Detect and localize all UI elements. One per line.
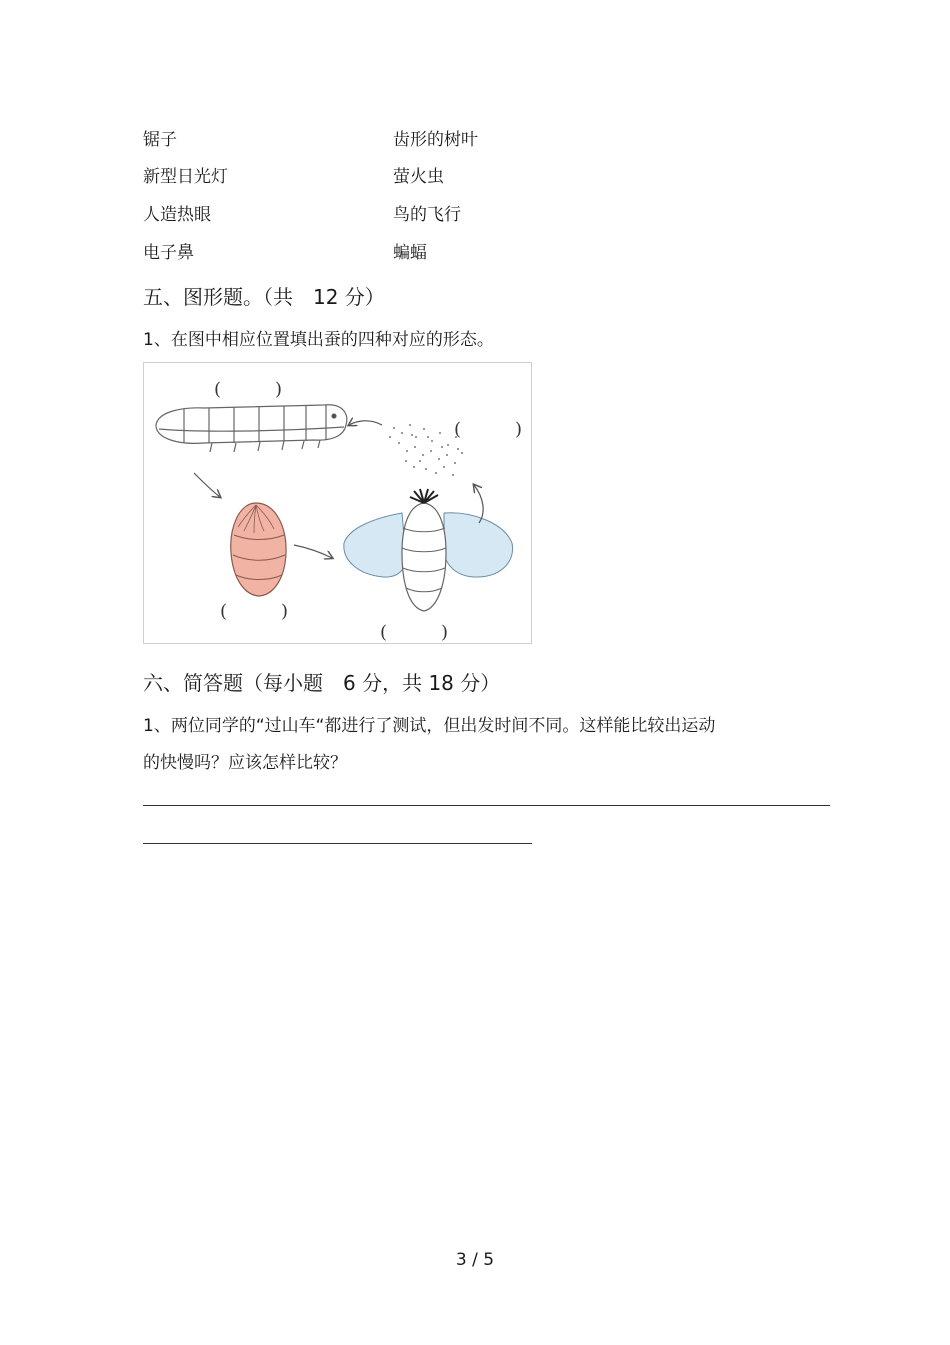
pair-right-3: 鸟的飞行 xyxy=(393,205,461,225)
blank-moth[interactable]: ( ) xyxy=(380,622,449,643)
pair-left-2: 新型日光灯 xyxy=(143,167,228,187)
blank-eggs[interactable]: ( ) xyxy=(454,419,523,440)
pair-left-3: 人造热眼 xyxy=(143,205,211,225)
eggs-icon xyxy=(389,424,463,476)
page-number: 3 / 5 xyxy=(455,1250,495,1270)
answer-line-1[interactable] xyxy=(143,805,830,806)
pair-left-1: 锯子 xyxy=(143,130,177,150)
moth-icon xyxy=(344,489,513,611)
answer-line-2[interactable] xyxy=(143,843,532,844)
silkworm-diagram xyxy=(144,363,533,645)
blank-larva[interactable]: ( ) xyxy=(214,379,283,400)
section-6-question-1-line-2: 的快慢吗？应该怎样比较？ xyxy=(143,753,347,773)
pair-right-4: 蝙蝠 xyxy=(393,243,427,263)
pupa-icon xyxy=(231,503,286,596)
section-5-title: 五、图形题。（共 12 分） xyxy=(143,285,385,309)
larva-icon xyxy=(156,405,347,452)
pair-right-1: 齿形的树叶 xyxy=(393,130,478,150)
section-6-title: 六、简答题（每小题 6 分，共 18 分） xyxy=(143,671,501,695)
blank-pupa[interactable]: ( ) xyxy=(220,601,289,622)
section-5-question-1: 1、在图中相应位置填出蚕的四种对应的形态。 xyxy=(143,330,494,350)
pair-left-4: 电子鼻 xyxy=(143,243,194,263)
section-6-question-1-line-1: 1、两位同学的“过山车“都进行了测试，但出发时间不同。这样能比较出运动 xyxy=(143,716,716,736)
pair-right-2: 萤火虫 xyxy=(393,167,444,187)
silkworm-lifecycle-figure xyxy=(143,362,532,644)
